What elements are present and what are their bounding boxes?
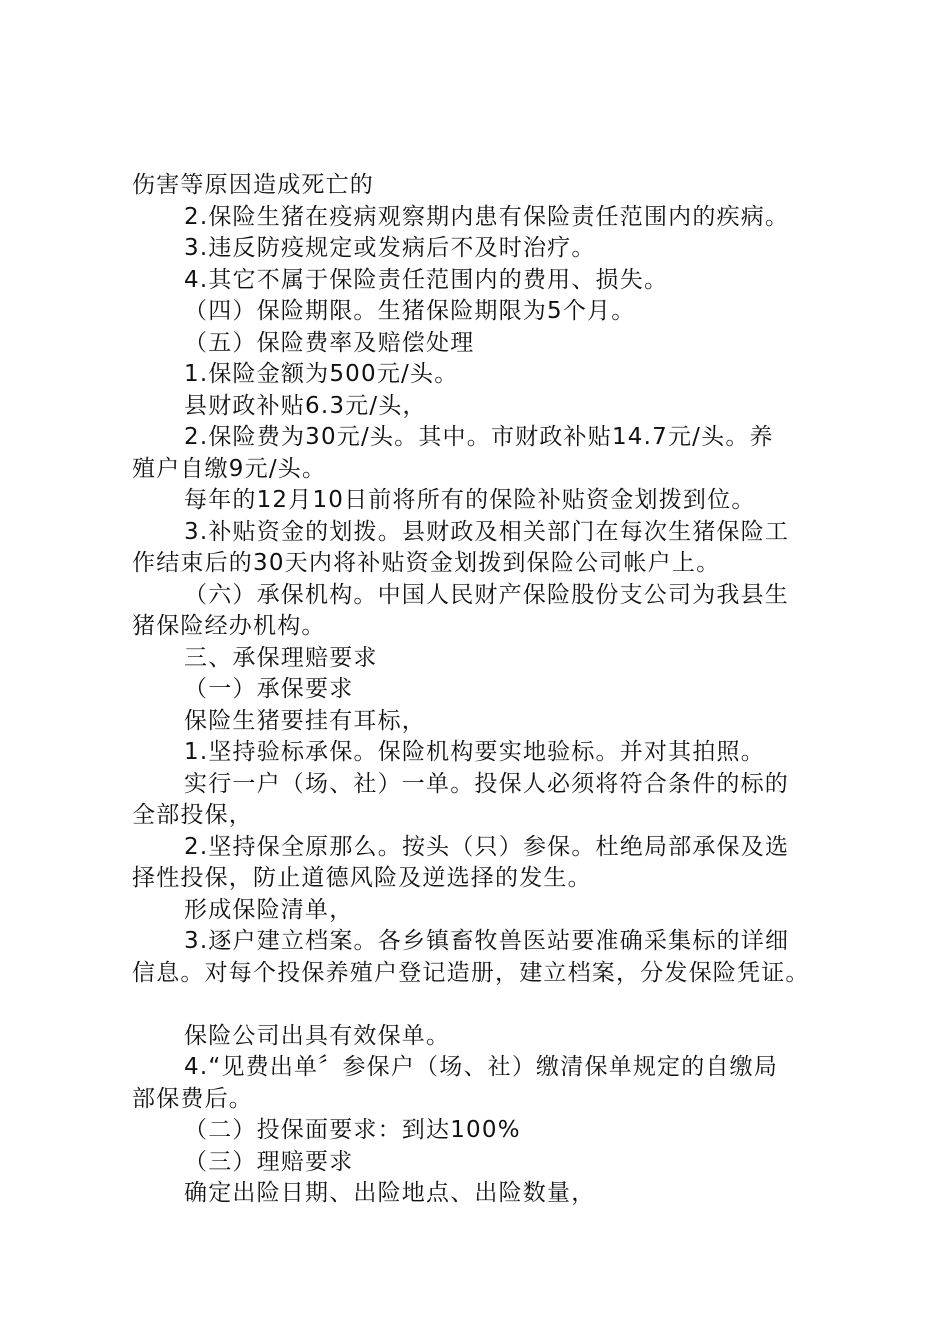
- text-line: 部保费后。: [132, 1085, 253, 1112]
- text-line: 每年的12月10日前将所有的保险补贴资金划拨到位。: [184, 487, 756, 513]
- text-line: 伤害等原因造成死亡的: [132, 172, 374, 198]
- text-line: 县财政补贴6.3元/头，: [184, 392, 427, 419]
- text-line: 1.保险金额为500元/头。: [184, 361, 459, 387]
- text-line: 3.违反防疫规定或发病后不及时治疗。: [184, 235, 596, 261]
- text-line: 作结束后的30天内将补贴资金划拨到保险公司帐户上。: [132, 550, 721, 576]
- subsection-heading: （一）承保要求: [184, 676, 354, 702]
- text-line: 确定出险日期、出险地点、出险数量，: [184, 1180, 596, 1206]
- text-line: 2.保险费为30元/头。其中。市财政补贴14.7元/头。养: [184, 424, 774, 450]
- text-line: 3.逐户建立档案。各乡镇畜牧兽医站要准确采集标的详细: [184, 928, 790, 954]
- text-line: 实行一户（场、社）一单。投保人必须将符合条件的标的: [184, 770, 789, 797]
- text-line: 全部投保，: [132, 802, 253, 828]
- text-line: 2.保险生猪在疫病观察期内患有保险责任范围内的疾病。: [184, 203, 790, 230]
- blank-line: [132, 989, 852, 1021]
- text-line: （六）承保机构。中国人民财产保险股份支公司为我县生: [184, 581, 789, 608]
- section-heading: 三、承保理赔要求: [184, 644, 378, 671]
- subsection-heading: （二）投保面要求：到达100%: [184, 1117, 521, 1143]
- subsection-heading: （三）理赔要求: [184, 1148, 354, 1175]
- text-line: 1.坚持验标承保。保险机构要实地验标。并对其拍照。: [184, 739, 765, 765]
- text-line: 2.坚持保全原那么。按头（只）参保。杜绝局部承保及选: [184, 833, 790, 860]
- text-line: 保险公司出具有效保单。: [184, 1022, 451, 1049]
- text-line: 信息。对每个投保养殖户登记造册，建立档案，分发保险凭证。: [132, 959, 810, 986]
- text-line: （五）保险费率及赔偿处理: [184, 329, 475, 356]
- text-line: 猪保险经办机构。: [132, 613, 326, 639]
- text-line: 4.“见费出单〞参保户（场、社）缴清保单规定的自缴局: [184, 1054, 779, 1080]
- text-line: 择性投保，防止道德风险及逆选择的发生。: [132, 865, 592, 891]
- text-line: 保险生猪要挂有耳标，: [184, 707, 426, 734]
- text-line: 殖户自缴9元/头。: [132, 455, 327, 482]
- document-body: [132, 170, 852, 1210]
- text-line: （四）保险期限。生猪保险期限为5个月。: [184, 298, 636, 324]
- text-line: 3.补贴资金的划拨。县财政及相关部门在每次生猪保险工: [184, 518, 790, 545]
- text-line: 形成保险清单，: [184, 896, 354, 923]
- text-line: 4.其它不属于保险责任范围内的费用、损失。: [184, 266, 669, 293]
